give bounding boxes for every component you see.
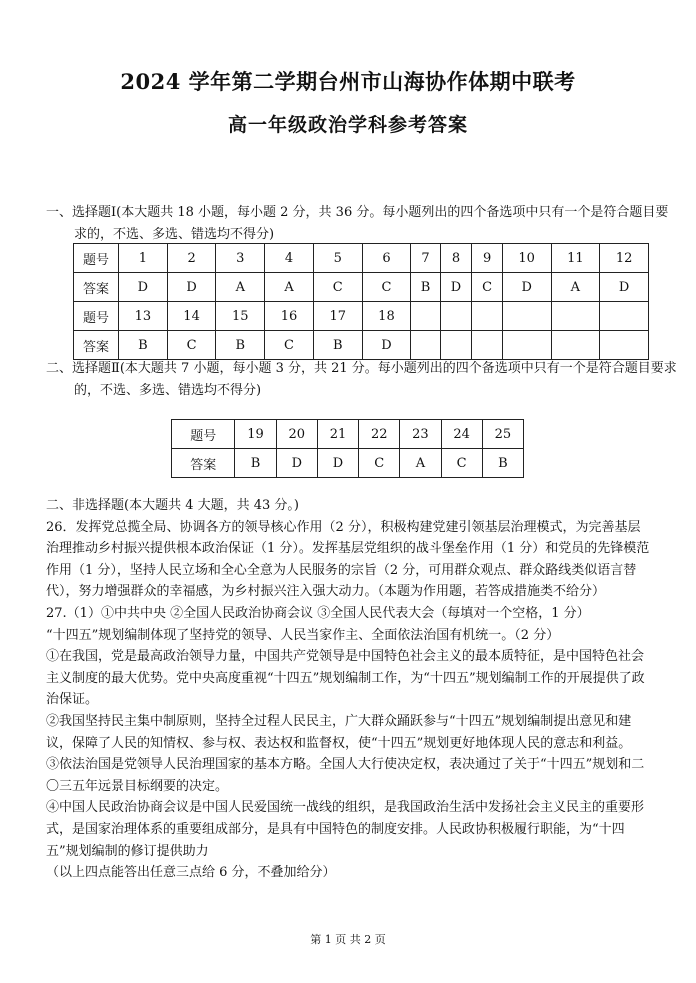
question-number: 16 [265,302,314,331]
question-number: 23 [400,420,441,449]
answer-cell: B [313,331,362,360]
row-label-answer: 答案 [74,331,119,360]
answer-27-point1: ①在我国，党是最高政治领导力量，中国共产党领导是中国特色社会主义的最本质特征，是中国特色社会主义制度的最大优势。党中央高度重视“十四五”规划编制工作，为“十四五”规划编制工作的开展提供了政治保证。 [46,649,645,708]
empty-cell [440,331,472,360]
answer-cell: D [167,273,216,302]
question-number: 10 [502,244,551,273]
row-label-answer: 答案 [74,273,119,302]
answer-cell: A [400,449,441,478]
empty-cell [411,302,440,331]
question-number: 24 [441,420,482,449]
table-row [172,449,524,478]
answer-27-point2: ②我国坚持民主集中制原则，坚持全过程人民民主，广大群众踊跃参与“十四五”规划编制提出意见和建议，保障了人民的知情权、参与权、表达权和监督权，使“十四五”规划更好地体现人民的意志和利益。 [46,713,632,751]
answer-cell: C [313,273,362,302]
row-label-question: 题号 [74,244,119,273]
answer-cell: B [411,273,440,302]
answer-cell: A [216,273,265,302]
section1-heading: 一、选择题Ⅰ(本大题共 18 小题，每小题 2 分，共 36 分。每小题列出的四个备选项中只有一个是符合题目要求的，不选、多选、错选均不得分) [46,205,669,242]
answer-cell: C [441,449,482,478]
question-number: 17 [313,302,362,331]
answer-cell: A [265,273,314,302]
answer-cell: B [216,331,265,360]
empty-cell [472,331,502,360]
question-number: 20 [276,420,317,449]
answer-key-subtitle: 高一年级政治学科参考答案 [227,114,468,136]
row-label-question: 题号 [74,302,119,331]
question-number: 14 [167,302,216,331]
question-number: 22 [359,420,400,449]
answer-27-summary: “十四五”规划编制体现了坚持党的领导、人民当家作主、全面依法治国有机统一。（2 分） [46,627,560,643]
answer-cell: D [317,449,358,478]
question-number: 13 [119,302,168,331]
empty-cell [502,302,551,331]
section1-answer-table [73,243,649,360]
empty-cell [411,331,440,360]
question-number: 5 [313,244,362,273]
section3-body [46,495,652,884]
answer-cell: D [600,273,649,302]
question-number: 18 [362,302,411,331]
page-number: 第 1 页 共 2 页 [310,933,386,946]
section3-heading: 二、非选择题(本大题共 4 大题，共 43 分。) [46,498,299,513]
empty-cell [600,302,649,331]
question-number: 21 [317,420,358,449]
question-number: 15 [216,302,265,331]
question-number: 25 [482,420,523,449]
table-row [74,244,649,273]
question-number: 2 [167,244,216,273]
question-number: 9 [472,244,502,273]
table-row [74,331,649,360]
table-row [172,420,524,449]
answer-27-point3: ③依法治国是党领导人民治理国家的基本方略。全国人大行使决定权，表决通过了关于“十四五”规划和二〇三五年远景目标纲要的决定。 [46,757,645,794]
answer-27-point4: ④中国人民政治协商会议是中国人民爱国统一战线的组织，是我国政治生活中发扬社会主义民主的重要形式，是国家治理体系的重要组成部分，是具有中国特色的制度安排。人民政协积极履行职能，为“十四五”规划编制的修订提供助力 [46,800,645,859]
section2-heading: 二、选择题Ⅱ(本大题共 7 小题，每小题 3 分，共 21 分。每小题列出的四个备选项中只有一个是符合题目要求的，不选、多选、错选均不得分) [46,361,677,398]
scoring-note: （以上四点能答出任意三点给 6 分，不叠加给分） [46,865,336,881]
table-row [74,273,649,302]
answer-cell: B [482,449,523,478]
empty-cell [440,302,472,331]
answer-cell: A [551,273,600,302]
empty-cell [502,331,551,360]
question-number: 1 [119,244,168,273]
section2-answer-table [171,419,524,478]
question-number: 3 [216,244,265,273]
answer-26: 26．发挥党总揽全局、协调各方的领导核心作用（2 分），积极构建党建引领基层治理模式，为完善基层治理推动乡村振兴提供根本政治保证（1 分）。发挥基层党组织的战斗堡垒作用（1 分）和党员的先锋模范作用（1 分），坚持人民立场和全心全意为人民服务的宗旨（2 分，可用群众观点、群众路线类似语言替代），努力增强群众的幸福感，为乡村振兴注入强大动力。（本题为作用题，若答成措施类不给分） [46,519,650,600]
answer-cell: C [359,449,400,478]
question-number: 8 [440,244,472,273]
answer-cell: C [472,273,502,302]
question-number: 12 [600,244,649,273]
row-label-question: 题号 [172,420,235,449]
answer-cell: B [119,331,168,360]
empty-cell [472,302,502,331]
question-number: 7 [411,244,440,273]
answer-27-part1: 27.（1）①中共中央 ②全国人民政治协商会议 ③全国人民代表大会（每填对一个空格，1 分） [46,605,590,621]
question-number: 19 [235,420,276,449]
answer-cell: B [235,449,276,478]
answer-cell: D [119,273,168,302]
answer-cell: C [362,273,411,302]
row-label-answer: 答案 [172,449,235,478]
answer-cell: D [440,273,472,302]
answer-cell: D [362,331,411,360]
answer-cell: C [167,331,216,360]
empty-cell [551,331,600,360]
table-row [74,302,649,331]
question-number: 11 [551,244,600,273]
question-number: 6 [362,244,411,273]
question-number: 4 [265,244,314,273]
empty-cell [600,331,649,360]
answer-cell: C [265,331,314,360]
exam-title: 2024 学年第二学期台州市山海协作体期中联考 [120,69,576,94]
answer-cell: D [502,273,551,302]
empty-cell [551,302,600,331]
answer-cell: D [276,449,317,478]
